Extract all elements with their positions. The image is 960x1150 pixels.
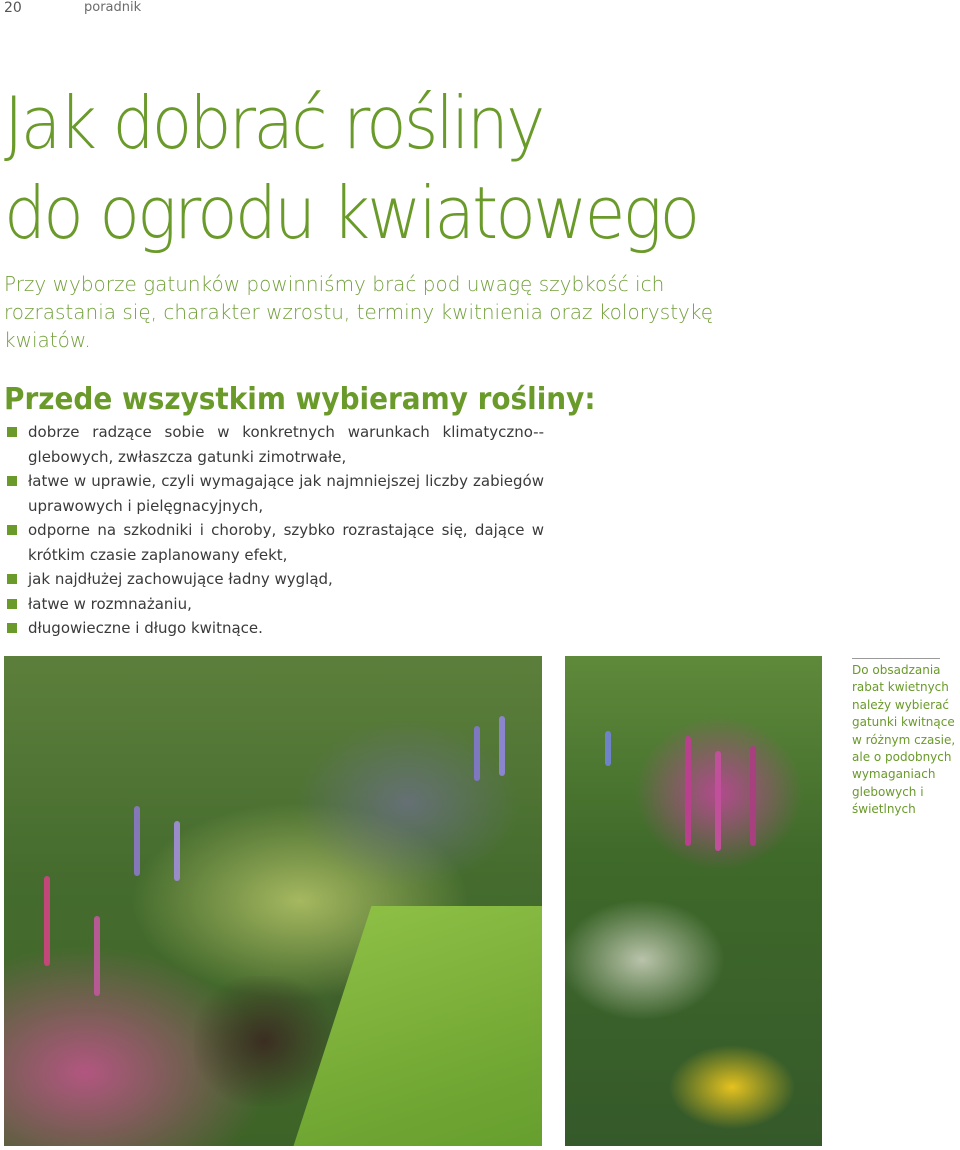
flower-spike	[499, 716, 505, 776]
flower-spike	[750, 746, 756, 846]
flower-spike	[94, 916, 100, 996]
title-line-1: Jak dobrać rośliny	[4, 81, 543, 165]
perennial-bed-photo	[565, 656, 822, 1146]
criteria-item: odporne na szkodniki i choroby, szybko rozrastające się, dające w krótkim czasie zaplanowany efekt,	[4, 518, 544, 567]
flower-spike	[715, 751, 721, 851]
criteria-item: długowieczne i długo kwitnące.	[4, 616, 544, 641]
page-number: 20	[4, 0, 22, 16]
criteria-item: łatwe w uprawie, czyli wymagające jak najmniejszej liczby zabiegów uprawowych i pielęgnacyjnych,	[4, 469, 544, 518]
section-label: poradnik	[84, 0, 142, 15]
intro-paragraph: Przy wyborze gatunków powinniśmy brać pod uwagę szybkość ich rozrastania się, charakter wzrostu, terminy kwitnienia oraz kolorystykę kwiatów.	[4, 272, 714, 352]
criteria-item: jak najdłużej zachowujące ładny wygląd,	[4, 567, 544, 592]
criteria-heading: Przede wszystkim wybieramy rośliny:	[4, 382, 596, 417]
flower-spike	[174, 821, 180, 881]
flower-spike	[474, 726, 480, 781]
page-title	[4, 78, 697, 258]
flower-spike	[134, 806, 140, 876]
flower-spike	[605, 731, 611, 766]
garden-border-photo	[4, 656, 542, 1146]
criteria-item: łatwe w rozmnażaniu,	[4, 592, 544, 617]
flower-spike	[685, 736, 691, 846]
criteria-item: dobrze radzące sobie w konkretnych warunkach klimatyczno--glebowych, zwłaszcza gatunki zimotrwałe,	[4, 420, 544, 469]
photo-caption: Do obsadzania rabat kwietnych należy wybierać gatunki kwitnące w różnym czasie, ale o podobnych wymaganiach glebowych i świetlnych	[852, 663, 956, 817]
caption-divider	[852, 658, 940, 659]
criteria-list	[4, 420, 544, 641]
title-line-2: do ogrodu kwiatowego	[4, 171, 698, 255]
flower-spike	[44, 876, 50, 966]
